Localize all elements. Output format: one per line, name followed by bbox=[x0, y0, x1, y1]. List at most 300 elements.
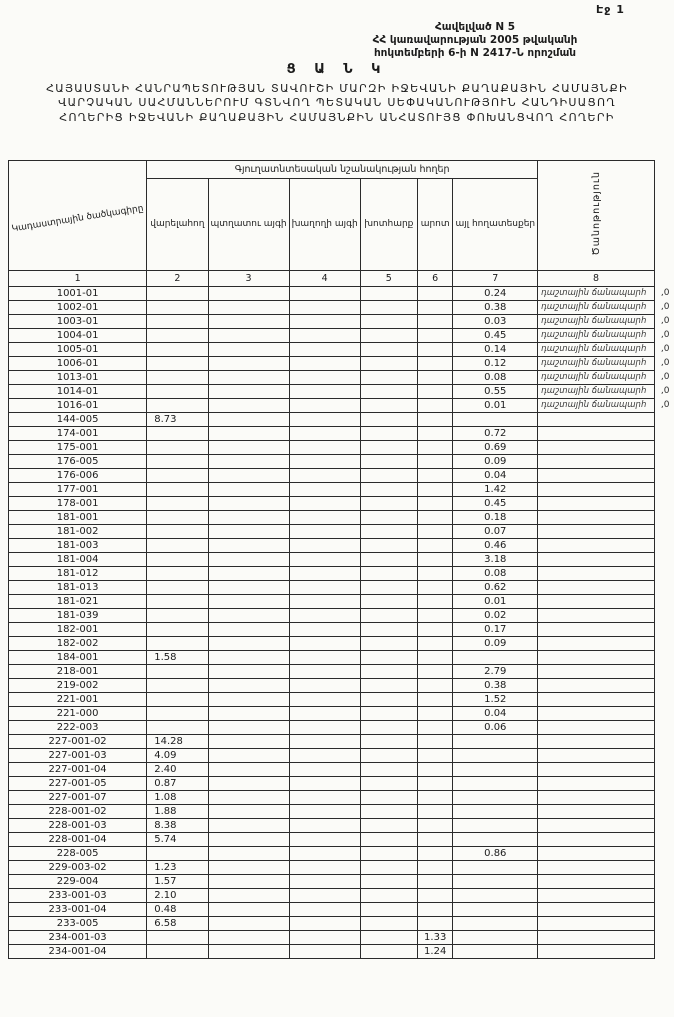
area-value-cell bbox=[417, 385, 453, 399]
area-value-cell bbox=[453, 413, 538, 427]
area-value-cell: 0.62 bbox=[453, 581, 538, 595]
area-value-cell bbox=[147, 609, 208, 623]
margin-annotation bbox=[654, 595, 674, 609]
area-value-cell bbox=[208, 539, 289, 553]
note-cell bbox=[538, 847, 655, 861]
area-value-cell bbox=[208, 791, 289, 805]
table-body bbox=[9, 287, 674, 959]
note-cell bbox=[538, 791, 655, 805]
area-value-cell bbox=[208, 329, 289, 343]
area-value-cell: 0.87 bbox=[147, 777, 208, 791]
cadastral-code-cell: 222-003 bbox=[9, 721, 147, 735]
area-value-cell bbox=[417, 469, 453, 483]
page-number: Էջ 1 bbox=[596, 3, 625, 16]
margin-annotation bbox=[654, 903, 674, 917]
cadastral-code-cell: 219-002 bbox=[9, 679, 147, 693]
area-value-cell bbox=[417, 721, 453, 735]
area-value-cell bbox=[453, 931, 538, 945]
area-value-cell bbox=[417, 833, 453, 847]
area-value-cell bbox=[360, 945, 417, 959]
area-value-cell bbox=[208, 581, 289, 595]
area-value-cell bbox=[360, 399, 417, 413]
area-value-cell bbox=[453, 819, 538, 833]
area-value-cell bbox=[289, 819, 360, 833]
area-value-cell bbox=[360, 427, 417, 441]
area-value-cell bbox=[208, 945, 289, 959]
area-value-cell bbox=[289, 441, 360, 455]
area-value-cell bbox=[147, 539, 208, 553]
area-value-cell bbox=[289, 791, 360, 805]
area-value-cell bbox=[147, 931, 208, 945]
margin-annotation: ,0 bbox=[660, 288, 670, 298]
area-value-cell bbox=[208, 679, 289, 693]
margin-annotation bbox=[654, 945, 674, 959]
area-value-cell: 0.07 bbox=[453, 525, 538, 539]
area-value-cell bbox=[147, 595, 208, 609]
cadastral-code-cell: 182-001 bbox=[9, 623, 147, 637]
area-value-cell bbox=[417, 707, 453, 721]
margin-annotation bbox=[654, 847, 674, 861]
area-value-cell bbox=[417, 917, 453, 931]
area-value-cell bbox=[208, 343, 289, 357]
cadastral-code-cell: 233-001-03 bbox=[9, 889, 147, 903]
area-value-cell bbox=[360, 287, 417, 301]
table-row bbox=[9, 861, 674, 875]
table-row bbox=[9, 553, 674, 567]
area-value-cell bbox=[289, 287, 360, 301]
area-value-cell bbox=[208, 693, 289, 707]
area-value-cell bbox=[417, 357, 453, 371]
area-value-cell bbox=[360, 861, 417, 875]
margin-annotation bbox=[654, 581, 674, 595]
column-number-7: 7 bbox=[453, 271, 538, 287]
note-cell bbox=[538, 455, 655, 469]
table-row bbox=[9, 721, 674, 735]
area-value-cell bbox=[208, 315, 289, 329]
table-row bbox=[9, 581, 674, 595]
cadastral-code-cell: 1016-01 bbox=[9, 399, 147, 413]
note-cell bbox=[538, 861, 655, 875]
area-value-cell bbox=[360, 847, 417, 861]
area-value-cell bbox=[289, 651, 360, 665]
note-cell bbox=[538, 679, 655, 693]
area-value-cell bbox=[417, 819, 453, 833]
area-value-cell bbox=[360, 511, 417, 525]
column-number-8: 8 bbox=[538, 271, 655, 287]
area-value-cell bbox=[208, 903, 289, 917]
area-value-cell bbox=[147, 945, 208, 959]
table-row bbox=[9, 329, 674, 343]
area-value-cell: 0.17 bbox=[453, 623, 538, 637]
area-value-cell bbox=[360, 777, 417, 791]
area-value-cell: 2.10 bbox=[147, 889, 208, 903]
appendix-line-2: ՀՀ կառավարության 2005 թվականի bbox=[372, 34, 578, 47]
area-value-cell bbox=[417, 693, 453, 707]
table-row bbox=[9, 875, 674, 889]
table-row bbox=[9, 357, 674, 371]
cadastral-code-cell: 233-005 bbox=[9, 917, 147, 931]
column-number-5: 5 bbox=[360, 271, 417, 287]
area-value-cell bbox=[289, 567, 360, 581]
area-value-cell bbox=[417, 511, 453, 525]
area-value-cell bbox=[289, 609, 360, 623]
area-value-cell bbox=[417, 735, 453, 749]
column-number-4: 4 bbox=[289, 271, 360, 287]
area-value-cell bbox=[208, 707, 289, 721]
margin-annotation bbox=[654, 511, 674, 525]
area-value-cell bbox=[208, 875, 289, 889]
area-value-cell: 0.38 bbox=[453, 679, 538, 693]
area-value-cell: 0.38 bbox=[453, 301, 538, 315]
col-header-agricultural-group: Գյուղատնտեսական նշանակության հողեր bbox=[147, 161, 538, 179]
cadastral-code-cell: 1003-01 bbox=[9, 315, 147, 329]
area-value-cell bbox=[289, 679, 360, 693]
table-row bbox=[9, 413, 674, 427]
note-cell: դաշտային ճանապարհ bbox=[538, 385, 655, 399]
area-value-cell bbox=[289, 581, 360, 595]
area-value-cell bbox=[453, 777, 538, 791]
cadastral-code-cell: 175-001 bbox=[9, 441, 147, 455]
table-row bbox=[9, 287, 674, 301]
area-value-cell: 6.58 bbox=[147, 917, 208, 931]
area-value-cell bbox=[208, 497, 289, 511]
cadastral-code-cell: 181-003 bbox=[9, 539, 147, 553]
margin-annotation bbox=[654, 497, 674, 511]
cadastral-code-cell: 181-001 bbox=[9, 511, 147, 525]
column-number-2: 2 bbox=[147, 271, 208, 287]
area-value-cell bbox=[360, 385, 417, 399]
area-value-cell bbox=[453, 861, 538, 875]
area-value-cell: 0.02 bbox=[453, 609, 538, 623]
cadastral-code-cell: 227-001-02 bbox=[9, 735, 147, 749]
table-row bbox=[9, 637, 674, 651]
cadastral-code-cell: 181-013 bbox=[9, 581, 147, 595]
area-value-cell bbox=[289, 707, 360, 721]
area-value-cell bbox=[147, 637, 208, 651]
area-value-cell bbox=[360, 525, 417, 539]
margin-annotation: ,0 bbox=[660, 400, 670, 410]
table-row bbox=[9, 525, 674, 539]
area-value-cell bbox=[208, 637, 289, 651]
note-cell bbox=[538, 693, 655, 707]
note-cell bbox=[538, 665, 655, 679]
cadastral-code-cell: 229-003-02 bbox=[9, 861, 147, 875]
area-value-cell bbox=[417, 805, 453, 819]
area-value-cell bbox=[208, 847, 289, 861]
area-value-cell bbox=[360, 665, 417, 679]
area-value-cell bbox=[208, 665, 289, 679]
area-value-cell bbox=[360, 455, 417, 469]
table-row bbox=[9, 763, 674, 777]
area-value-cell bbox=[360, 497, 417, 511]
cadastral-code-cell: 181-039 bbox=[9, 609, 147, 623]
note-cell bbox=[538, 945, 655, 959]
area-value-cell: 3.18 bbox=[453, 553, 538, 567]
area-value-cell: 0.04 bbox=[453, 707, 538, 721]
area-value-cell bbox=[147, 721, 208, 735]
area-value-cell bbox=[417, 343, 453, 357]
area-value-cell bbox=[360, 721, 417, 735]
margin-annotation bbox=[654, 749, 674, 763]
note-cell bbox=[538, 735, 655, 749]
note-cell bbox=[538, 623, 655, 637]
area-value-cell bbox=[360, 553, 417, 567]
area-value-cell bbox=[208, 511, 289, 525]
area-value-cell bbox=[360, 833, 417, 847]
area-value-cell bbox=[417, 525, 453, 539]
cadastral-code-cell: 229-004 bbox=[9, 875, 147, 889]
area-value-cell bbox=[147, 385, 208, 399]
table-row bbox=[9, 343, 674, 357]
area-value-cell: 0.08 bbox=[453, 371, 538, 385]
area-value-cell bbox=[360, 679, 417, 693]
table-row bbox=[9, 455, 674, 469]
area-value-cell bbox=[417, 665, 453, 679]
margin-annotation bbox=[654, 763, 674, 777]
area-value-cell bbox=[208, 721, 289, 735]
appendix-reference bbox=[310, 21, 640, 60]
area-value-cell bbox=[453, 735, 538, 749]
note-header-label: Ծանոթություն bbox=[590, 171, 602, 256]
area-value-cell: 0.55 bbox=[453, 385, 538, 399]
table-row bbox=[9, 385, 674, 399]
area-value-cell bbox=[147, 623, 208, 637]
margin-annotation bbox=[654, 861, 674, 875]
table-row bbox=[9, 679, 674, 693]
area-value-cell bbox=[289, 763, 360, 777]
area-value-cell bbox=[417, 287, 453, 301]
area-value-cell bbox=[147, 441, 208, 455]
area-value-cell: 1.08 bbox=[147, 791, 208, 805]
margin-annotation bbox=[654, 931, 674, 945]
note-cell: դաշտային ճանապարհ bbox=[538, 329, 655, 343]
margin-annotation: ,0 bbox=[660, 302, 670, 312]
area-value-cell: 1.24 bbox=[417, 945, 453, 959]
area-value-cell bbox=[417, 413, 453, 427]
area-value-cell bbox=[417, 889, 453, 903]
note-cell bbox=[538, 805, 655, 819]
area-value-cell bbox=[417, 903, 453, 917]
note-cell bbox=[538, 553, 655, 567]
note-cell: դաշտային ճանապարհ bbox=[538, 343, 655, 357]
area-value-cell bbox=[208, 413, 289, 427]
area-value-cell bbox=[289, 385, 360, 399]
note-cell bbox=[538, 595, 655, 609]
area-value-cell bbox=[453, 917, 538, 931]
margin-annotation: ,0 bbox=[660, 316, 670, 326]
area-value-cell bbox=[417, 399, 453, 413]
margin-annotation bbox=[654, 805, 674, 819]
note-cell bbox=[538, 917, 655, 931]
area-value-cell: 1.42 bbox=[453, 483, 538, 497]
area-value-cell bbox=[453, 651, 538, 665]
area-value-cell bbox=[289, 469, 360, 483]
area-value-cell bbox=[289, 665, 360, 679]
area-value-cell: 2.40 bbox=[147, 763, 208, 777]
area-value-cell bbox=[417, 847, 453, 861]
note-cell bbox=[538, 511, 655, 525]
area-value-cell bbox=[208, 735, 289, 749]
area-value-cell bbox=[208, 385, 289, 399]
area-value-cell bbox=[289, 693, 360, 707]
note-cell: դաշտային ճանապարհ bbox=[538, 399, 655, 413]
area-value-cell bbox=[360, 735, 417, 749]
area-value-cell bbox=[289, 371, 360, 385]
area-value-cell: 1.58 bbox=[147, 651, 208, 665]
cadastral-code-cell: 234-001-03 bbox=[9, 931, 147, 945]
area-value-cell bbox=[208, 777, 289, 791]
note-cell bbox=[538, 903, 655, 917]
area-value-cell bbox=[208, 805, 289, 819]
area-value-cell: 0.12 bbox=[453, 357, 538, 371]
table-row bbox=[9, 819, 674, 833]
table-row bbox=[9, 539, 674, 553]
area-value-cell bbox=[147, 329, 208, 343]
area-value-cell bbox=[147, 301, 208, 315]
area-value-cell bbox=[208, 763, 289, 777]
area-value-cell bbox=[417, 595, 453, 609]
col-header-cadastral-code bbox=[9, 161, 147, 271]
table-row bbox=[9, 945, 674, 959]
table-row bbox=[9, 707, 674, 721]
area-value-cell bbox=[453, 763, 538, 777]
area-value-cell: 8.38 bbox=[147, 819, 208, 833]
area-value-cell bbox=[360, 595, 417, 609]
area-value-cell bbox=[289, 343, 360, 357]
area-value-cell bbox=[147, 567, 208, 581]
cadastral-code-cell: 227-001-05 bbox=[9, 777, 147, 791]
area-value-cell bbox=[417, 777, 453, 791]
note-cell bbox=[538, 525, 655, 539]
area-value-cell bbox=[289, 623, 360, 637]
area-value-cell bbox=[147, 343, 208, 357]
area-value-cell: 0.18 bbox=[453, 511, 538, 525]
area-value-cell bbox=[147, 483, 208, 497]
area-value-cell bbox=[147, 693, 208, 707]
area-value-cell bbox=[208, 917, 289, 931]
area-value-cell bbox=[289, 777, 360, 791]
cadastral-code-cell: 144-005 bbox=[9, 413, 147, 427]
appendix-line-3: հոկտեմբերի 6-ի N 2417-Ն որոշման bbox=[373, 47, 577, 60]
document-subtitle bbox=[0, 82, 674, 125]
cadastral-code-cell: 227-001-04 bbox=[9, 763, 147, 777]
area-value-cell bbox=[360, 623, 417, 637]
table-row bbox=[9, 791, 674, 805]
area-value-cell bbox=[417, 861, 453, 875]
area-value-cell: 1.88 bbox=[147, 805, 208, 819]
cadastral-code-cell: 218-001 bbox=[9, 665, 147, 679]
note-cell bbox=[538, 707, 655, 721]
area-value-cell: 0.06 bbox=[453, 721, 538, 735]
area-value-cell: 1.33 bbox=[417, 931, 453, 945]
area-value-cell: 0.09 bbox=[453, 455, 538, 469]
area-value-cell bbox=[147, 455, 208, 469]
col-header-vineyard: խաղողի այգի bbox=[289, 179, 360, 271]
area-value-cell bbox=[360, 637, 417, 651]
area-value-cell bbox=[417, 623, 453, 637]
area-value-cell bbox=[208, 819, 289, 833]
margin-annotation bbox=[654, 693, 674, 707]
cadastral-code-cell: 1013-01 bbox=[9, 371, 147, 385]
cadastral-code-cell: 176-005 bbox=[9, 455, 147, 469]
cadastral-code-cell: 181-021 bbox=[9, 595, 147, 609]
area-value-cell bbox=[208, 595, 289, 609]
cadastral-code-cell: 228-005 bbox=[9, 847, 147, 861]
note-cell: դաշտային ճանապարհ bbox=[538, 371, 655, 385]
area-value-cell bbox=[147, 357, 208, 371]
area-value-cell bbox=[360, 903, 417, 917]
subtitle-line-3: ՀՈՂԵՐԻՑ ԻՋԵՎԱՆԻ ՔԱՂԱՔԱՅԻՆ ՀԱՄԱՅՆՔԻՆ ԱՆՀԱՏՈՒՅՑ ՓՈԽԱՆՑՎՈՂ ՀՈՂԵՐԻ bbox=[59, 110, 615, 124]
cadastral-code-cell: 181-004 bbox=[9, 553, 147, 567]
area-value-cell bbox=[289, 721, 360, 735]
area-value-cell bbox=[360, 357, 417, 371]
table-row bbox=[9, 371, 674, 385]
area-value-cell bbox=[208, 371, 289, 385]
area-value-cell bbox=[147, 581, 208, 595]
margin-annotation bbox=[654, 889, 674, 903]
area-value-cell bbox=[289, 455, 360, 469]
area-value-cell bbox=[417, 427, 453, 441]
cadastral-code-cell: 227-001-07 bbox=[9, 791, 147, 805]
col-header-note bbox=[538, 161, 655, 271]
table-row bbox=[9, 693, 674, 707]
note-cell bbox=[538, 609, 655, 623]
cadastral-code-cell: 227-001-03 bbox=[9, 749, 147, 763]
area-value-cell bbox=[289, 749, 360, 763]
area-value-cell bbox=[417, 455, 453, 469]
area-value-cell bbox=[360, 301, 417, 315]
table-row bbox=[9, 777, 674, 791]
area-value-cell: 0.45 bbox=[453, 329, 538, 343]
cadastral-code-cell: 228-001-02 bbox=[9, 805, 147, 819]
table-row bbox=[9, 399, 674, 413]
area-value-cell bbox=[147, 707, 208, 721]
margin-annotation: ,0 bbox=[660, 358, 670, 368]
cadastral-code-cell: 1001-01 bbox=[9, 287, 147, 301]
area-value-cell bbox=[417, 553, 453, 567]
area-value-cell bbox=[360, 889, 417, 903]
margin-annotation bbox=[654, 525, 674, 539]
margin-annotation bbox=[654, 819, 674, 833]
note-cell bbox=[538, 749, 655, 763]
area-value-cell bbox=[147, 511, 208, 525]
cadastral-code-cell: 184-001 bbox=[9, 651, 147, 665]
table-row bbox=[9, 805, 674, 819]
area-value-cell bbox=[289, 399, 360, 413]
area-value-cell bbox=[289, 511, 360, 525]
area-value-cell: 0.72 bbox=[453, 427, 538, 441]
area-value-cell bbox=[289, 301, 360, 315]
area-value-cell bbox=[289, 497, 360, 511]
area-value-cell bbox=[360, 805, 417, 819]
cadastral-code-cell: 182-002 bbox=[9, 637, 147, 651]
area-value-cell bbox=[417, 567, 453, 581]
note-cell bbox=[538, 777, 655, 791]
area-value-cell bbox=[360, 413, 417, 427]
table-row bbox=[9, 931, 674, 945]
area-value-cell bbox=[289, 903, 360, 917]
margin-annotation bbox=[654, 665, 674, 679]
margin-annotation bbox=[654, 875, 674, 889]
area-value-cell: 0.09 bbox=[453, 637, 538, 651]
margin-annotation bbox=[654, 637, 674, 651]
area-value-cell bbox=[417, 329, 453, 343]
margin-annotation bbox=[654, 833, 674, 847]
margin-annotation bbox=[654, 609, 674, 623]
table-row bbox=[9, 469, 674, 483]
note-cell: դաշտային ճանապարհ bbox=[538, 357, 655, 371]
area-value-cell bbox=[289, 735, 360, 749]
